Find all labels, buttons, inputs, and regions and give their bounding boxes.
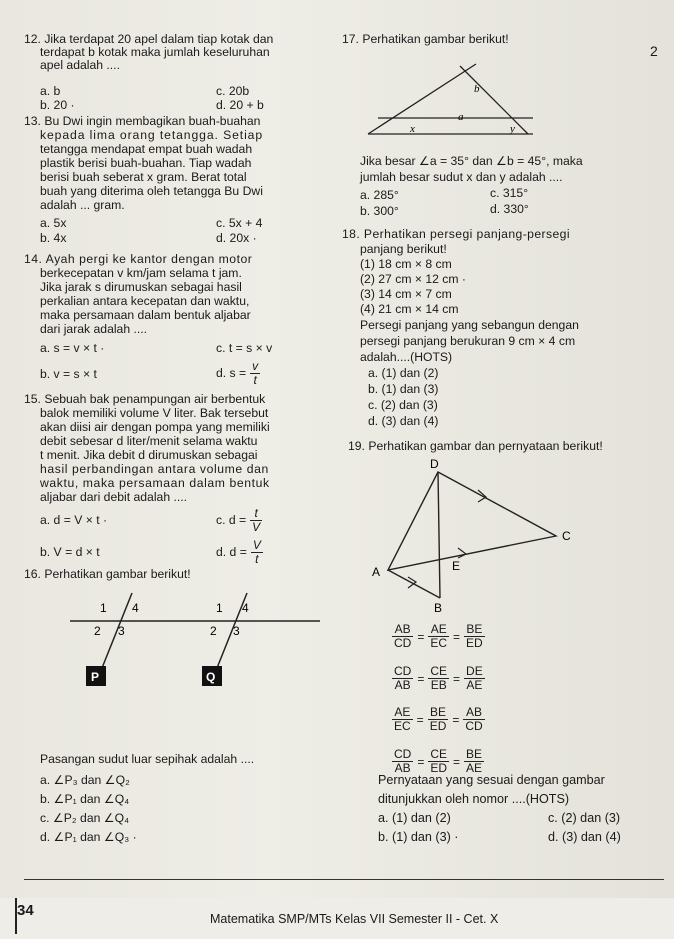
- q15-line-3: akan diisi air dengan pompa yang memiliki: [40, 420, 270, 434]
- q17-figure: [368, 56, 538, 146]
- q12-line-1: 12. Jika terdapat 20 apel dalam tiap kotak dan: [24, 32, 274, 46]
- q13-option-c: c. 5x + 4: [216, 216, 263, 230]
- q13-line-5: berisi buah seberat x gram. Berat total: [40, 170, 247, 184]
- triangle-dce-outline: [388, 472, 556, 570]
- angle-label-p3: 3: [118, 624, 125, 638]
- q15-line-1: 15. Sebuah bak penampungan air berbentuk: [24, 392, 266, 406]
- vertex-label-a: A: [372, 565, 381, 579]
- q15-option-d-prefix: d. d =: [216, 545, 247, 559]
- s3-n3: AB: [463, 706, 484, 720]
- s3-n2: BE: [428, 706, 449, 720]
- q19-option-a: a. (1) dan (2): [378, 811, 451, 825]
- slant-line-1: [368, 64, 476, 134]
- q15-line-6: hasil perbandingan antara volume dan: [40, 462, 269, 476]
- s4-n3: BE: [466, 747, 483, 761]
- q14-line-3: Jika jarak s dirumuskan sebagai hasil: [40, 280, 242, 294]
- q19-statement-2: $\frac{CD}{AB}$ = $\frac{CE}{EB}$ = $\frac{DE}{AE}$: [394, 664, 483, 692]
- q14-d-num: v: [252, 359, 259, 373]
- segment-db: [438, 472, 440, 598]
- q14-line-5: maka persamaan dalam bentuk aljabar: [40, 308, 251, 322]
- corner-mark: 2: [650, 43, 658, 59]
- q18-text-2: persegi panjang berukuran 9 cm × 4 cm: [360, 334, 576, 348]
- q16-option-c: c. ∠P₂ dan ∠Q₄: [40, 811, 130, 825]
- s4-n2: CE: [430, 747, 448, 761]
- q18-item-1: (1) 18 cm × 8 cm: [360, 257, 452, 271]
- q13-option-d: d. 20x ·: [216, 231, 257, 245]
- q13-line-1: 13. Bu Dwi ingin membagikan buah-buahan: [24, 114, 261, 128]
- q15-d-num: V: [252, 538, 261, 552]
- s4-d3: AE: [466, 761, 483, 775]
- q18-line-1: 18. Perhatikan persegi panjang-persegi: [342, 227, 570, 241]
- q17-line-2: jumlah besar sudut x dan y adalah ....: [360, 170, 563, 184]
- q13-line-6: buah yang diterima oleh tetangga Bu Dwi: [40, 184, 263, 198]
- angle-label-q4: 4: [242, 601, 249, 615]
- q18-option-a: a. (1) dan (2): [368, 366, 439, 380]
- q18-option-d: d. (3) dan (4): [368, 414, 439, 428]
- s3-n1: AE: [392, 706, 413, 720]
- q19-text-2: ditunjukkan oleh nomor ....(HOTS): [378, 792, 570, 806]
- q13-line-4: plastik berisi buah-buahan. Tiap wadah: [40, 156, 252, 170]
- q15-line-5: t menit. Jika debit d dirumuskan sebagai: [40, 448, 258, 462]
- s2-n1: CD: [394, 664, 412, 678]
- q17-option-c: c. 315°: [490, 186, 529, 200]
- q12-option-a: a. b: [40, 84, 61, 98]
- angle-label-b: b: [474, 83, 480, 95]
- angle-label-q1: 1: [216, 601, 223, 615]
- q18-item-2: (2) 27 cm × 12 cm ·: [360, 272, 466, 286]
- q15-line-7: waktu, maka persamaan dalam bentuk: [40, 476, 270, 490]
- q13-line-2: kepada lima orang tetangga. Setiap: [40, 128, 264, 142]
- q17-line-1: Jika besar ∠a = 35° dan ∠b = 45°, maka: [360, 154, 583, 168]
- q15-line-8: aljabar dari debit adalah ....: [40, 490, 188, 504]
- q18-option-b: b. (1) dan (3): [368, 382, 439, 396]
- angle-label-a: a: [458, 111, 464, 123]
- s2-n2: CE: [430, 664, 448, 678]
- q19-stem: 19. Perhatikan gambar dan pernyataan berikut!: [348, 439, 603, 453]
- q14-d-den: t: [253, 373, 257, 387]
- angle-label-p4: 4: [132, 601, 139, 615]
- q14-option-c: c. t = s × v: [216, 341, 273, 355]
- s1-d2: EC: [430, 636, 448, 650]
- q19-statement-1: $\frac{AB}{CD}$ = $\frac{AE}{EC}$ = $\frac{BE}{ED}$: [394, 622, 483, 650]
- q14-line-4: perkalian antara kecepatan dan waktu,: [40, 294, 250, 308]
- q13-line-7: adalah ... gram.: [40, 198, 125, 212]
- s1-n3: BE: [464, 623, 485, 637]
- s3-d2: ED: [429, 719, 447, 733]
- page-number: 34: [17, 902, 34, 919]
- q14-option-a: a. s = v × t ·: [40, 341, 105, 355]
- angle-label-q2: 2: [210, 624, 217, 638]
- s2-d2: EB: [430, 678, 447, 692]
- angle-label-x: x: [410, 123, 415, 135]
- q17-option-d: d. 330°: [490, 202, 529, 216]
- s1-d1: CD: [394, 636, 412, 650]
- q15-option-b: b. V = d × t: [40, 545, 100, 559]
- book-title: Matematika SMP/MTs Kelas VII Semester II - Cet. X: [210, 912, 499, 926]
- q15-c-den: V: [252, 520, 261, 534]
- q19-option-d: d. (3) dan (4): [548, 830, 621, 844]
- q17-stem: 17. Perhatikan gambar berikut!: [342, 32, 509, 46]
- s4-n1: CD: [394, 747, 412, 761]
- q15-option-c-prefix: c. d =: [216, 513, 247, 527]
- q16-option-a: a. ∠P₃ dan ∠Q₂: [40, 773, 130, 787]
- vertex-label-d: D: [430, 457, 439, 471]
- q16-figure: [70, 588, 320, 693]
- s3-d3: CD: [465, 719, 483, 733]
- q18-text-3: adalah....(HOTS): [360, 350, 453, 364]
- q14-option-d-prefix: d. s =: [216, 366, 247, 380]
- q12-line-2: terdapat b kotak maka jumlah keseluruhan: [40, 45, 270, 59]
- q18-text-1: Persegi panjang yang sebangun dengan: [360, 318, 579, 332]
- q14-line-2: berkecepatan v km/jam selama t jam.: [40, 266, 242, 280]
- q14-line-1: 14. Ayah pergi ke kantor dengan motor: [24, 252, 253, 266]
- q15-d-den: t: [255, 552, 259, 566]
- q19-figure: [368, 457, 571, 618]
- footer-rule: [24, 879, 664, 880]
- q15-line-4: debit sebesar d liter/menit selama waktu: [40, 434, 258, 448]
- q12-option-c: c. 20b: [216, 84, 250, 98]
- q19-option-b: b. (1) dan (3) ·: [378, 830, 459, 844]
- q13-option-b: b. 4x: [40, 231, 67, 245]
- q15-line-2: balok memiliki volume V liter. Bak tersebut: [40, 406, 269, 420]
- q17-option-b: b. 300°: [360, 204, 399, 218]
- s2-n3: DE: [466, 664, 483, 678]
- q13-option-a: a. 5x: [40, 216, 67, 230]
- q12-option-b: b. 20 ·: [40, 98, 75, 112]
- point-label-q: Q: [206, 670, 216, 684]
- vertex-label-e: E: [452, 559, 461, 573]
- s4-d2: ED: [430, 761, 448, 775]
- q18-line-2: panjang berikut!: [360, 242, 447, 256]
- s1-n2: AE: [428, 623, 449, 637]
- s1-d3: ED: [466, 636, 483, 650]
- q17-option-a: a. 285°: [360, 188, 399, 202]
- angle-label-p1: 1: [100, 601, 107, 615]
- q15-option-c: [216, 507, 262, 534]
- q19-statement-4: $\frac{CD}{AB}$ = $\frac{CE}{ED}$ = $\frac{BE}{AE}$: [394, 747, 483, 775]
- q14-line-6: dari jarak adalah ....: [40, 322, 148, 336]
- arrow-mark-ac: [458, 548, 466, 558]
- q15-option-d: [216, 539, 263, 566]
- q19-option-c: c. (2) dan (3): [548, 811, 621, 825]
- q18-item-3: (3) 14 cm × 7 cm: [360, 287, 452, 301]
- q15-c-num: t: [250, 507, 262, 521]
- vertex-label-b: B: [434, 601, 443, 615]
- s3-d1: EC: [394, 719, 411, 733]
- angle-label-y: y: [510, 123, 515, 135]
- q15-option-a: a. d = V × t ·: [40, 513, 108, 527]
- q16-question: Pasangan sudut luar sepihak adalah ....: [40, 752, 255, 766]
- angle-label-q3: 3: [233, 624, 240, 638]
- s2-d3: AE: [466, 678, 483, 692]
- q19-statement-3: $\frac{AE}{EC}$ = $\frac{BE}{ED}$ = $\frac{AB}{CD}$: [394, 705, 483, 733]
- q14-option-d: [216, 360, 260, 387]
- q16-option-b: b. ∠P₁ dan ∠Q₄: [40, 792, 130, 806]
- q16-option-d: d. ∠P₁ dan ∠Q₃ ·: [40, 830, 137, 844]
- vertex-label-c: C: [562, 529, 571, 543]
- s4-d1: AB: [394, 761, 411, 775]
- q18-option-c: c. (2) dan (3): [368, 398, 438, 412]
- angle-label-p2: 2: [94, 624, 101, 638]
- q18-item-4: (4) 21 cm × 14 cm: [360, 302, 459, 316]
- q16-stem: 16. Perhatikan gambar berikut!: [24, 567, 191, 581]
- slant-line-2: [460, 66, 528, 134]
- q12-option-d: d. 20 + b: [216, 98, 264, 112]
- point-label-p: P: [91, 670, 100, 684]
- q19-text-1: Pernyataan yang sesuai dengan gambar: [378, 773, 605, 787]
- s2-d1: AB: [394, 678, 411, 692]
- q14-option-b: b. v = s × t: [40, 367, 97, 381]
- q12-line-3: apel adalah ....: [40, 58, 120, 72]
- q13-line-3: tetangga mendapat empat buah wadah: [40, 142, 253, 156]
- s1-n1: AB: [392, 623, 413, 637]
